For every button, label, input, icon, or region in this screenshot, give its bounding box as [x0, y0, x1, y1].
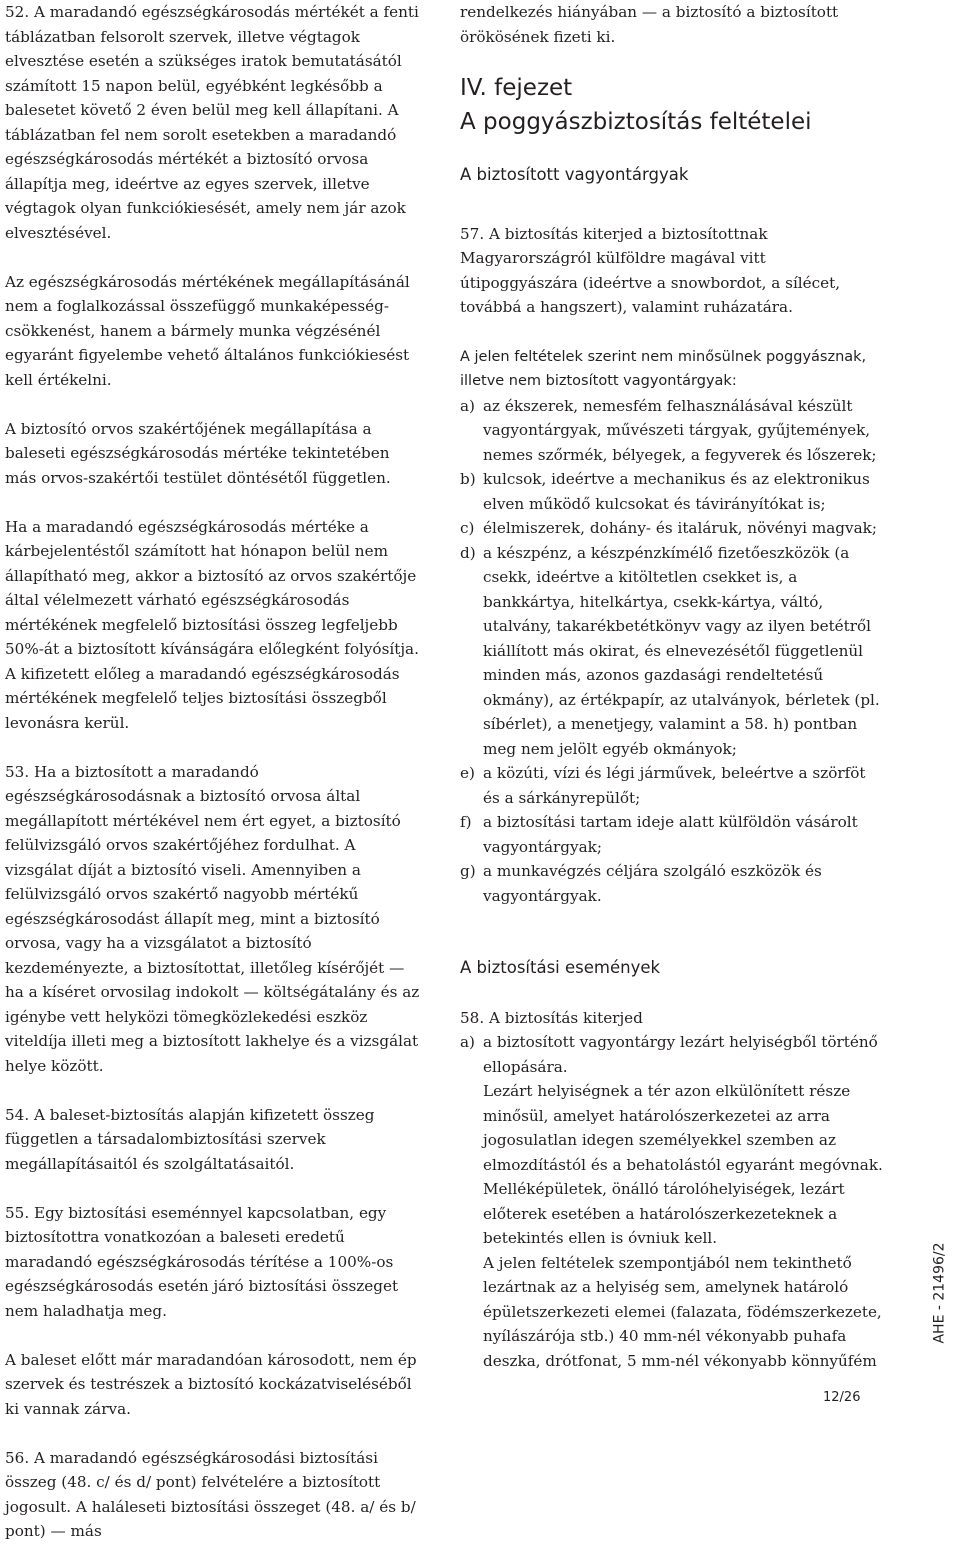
- section-heading-insured-events: A biztosítási események: [460, 958, 661, 977]
- exclusion-letter: e): [460, 764, 475, 782]
- paragraph-excluded-organs: A baleset előtt már maradandóan károsodott, nem ép szervek és testrészek a biztosító kockázatviseléséből ki vannak zárva.: [5, 1350, 417, 1418]
- exclusion-letter: c): [460, 519, 475, 537]
- exclusion-text: a készpénz, a készpénzkímélő fizetőeszközök (a csekk, ideértve a kitöltetlen csekket is, a bankkártya, hitelkártya, csekk-kártya, váltó, utalvány, takarékbetétkönyv vagy az ilyen betétről kiállított más okirat, és elnevezésétől függetlenül minden más, azonos gazdasági rendeltetésű okmány), az értékpapír, az utalványok, bérletek (pl. síbérlet), a menetjegy, valamint a 58. h) pontban meg nem jelölt egyéb okmányok;: [483, 543, 880, 758]
- exclusions-list: [460, 394, 885, 909]
- chapter-title: A poggyászbiztosítás feltételei: [460, 109, 812, 135]
- paragraph-advance: Ha a maradandó egészségkárosodás mértéke a kárbejelentéstől számított hat hónapon belül nem állapítható meg, akkor a biztosító az orvos szakértője által vélelmezett várható egészségkárosodás mértékének megfelelő biztosítási összeg legfeljebb 50%-át a biztosított kívánságára előlegként folyósítja. A kifizetett előleg a maradandó egészségkárosodás mértékének megfelelő teljes biztosítási összegből levonásra kerül.: [5, 517, 419, 732]
- exclusions-lead: [460, 345, 885, 394]
- exclusion-text: a munkavégzés céljára szolgáló eszközök és vagyontárgyak.: [483, 862, 822, 905]
- right-column: [460, 0, 885, 1373]
- event-item-text: a biztosított vagyontárgy lezárt helyiségből történő ellopására.: [483, 1033, 878, 1076]
- paragraph-continuation: rendelkezés hiányában — a biztosító a biztosított örökösének fizeti ki.: [460, 3, 839, 46]
- not-locked-note: A jelen feltételek szempontjából nem tekinthető lezártnak az a helyiség sem, amelynek határoló épületszerkezeti elemei (falazata, födémszerkezete, nyílászárója stb.) 40 mm-nél vékonyabb puhafa deszka, drótfonat, 5 mm-nél vékonyabb könnyűfém: [483, 1253, 882, 1370]
- exclusion-item: [460, 810, 885, 859]
- paragraph-assessment: Az egészségkárosodás mértékének megállapításánál nem a foglalkozással összefüggő munkaképesség-csökkenést, hanem a bármely munka végzésénél egyaránt figyelembe vehető általános funkciókiesést kell értékelni.: [5, 272, 410, 389]
- outbuilding-note: Melléképületek, önálló tárolóhelyiségek, lezárt előterek esetében a határolószerkezeteknek a betekintés ellen is óvniuk kell.: [483, 1180, 845, 1247]
- locked-room-definition: Lezárt helyiségnek a tér azon elkülönített része minősül, amelyet határolószerkezetei az arra jogosulatlan idegen személyekkel szemben az elmozdítástól és a behatolástól egyaránt megóvnak.: [483, 1082, 883, 1174]
- exclusion-item: [460, 467, 885, 516]
- exclusions-lead-line-1: A jelen feltételek szerint nem minősülnek poggyásznak,: [460, 348, 867, 365]
- exclusion-item: [460, 859, 885, 908]
- chapter-heading: [460, 71, 885, 139]
- event-item-a: [460, 1030, 885, 1079]
- exclusion-letter: d): [460, 543, 476, 562]
- left-column: [5, 0, 425, 1544]
- exclusion-item: [460, 516, 885, 541]
- exclusion-text: a biztosítási tartam ideje alatt külföldön vásárolt vagyontárgyak;: [483, 813, 858, 856]
- exclusion-letter: f): [460, 813, 472, 831]
- exclusion-item: [460, 541, 885, 762]
- paragraph-57: 57. A biztosítás kiterjed a biztosítottnak Magyarországról külföldre magával vitt útipoggyászára (ideértve a snowbordot, a sílécet, továbbá a hangszert), valamint ruházatára.: [460, 224, 841, 316]
- document-code: AHE - 21496/2: [931, 1242, 948, 1344]
- exclusions-lead-line-2: illetve nem biztosított vagyontárgyak:: [460, 373, 737, 389]
- exclusion-item: [460, 394, 885, 468]
- chapter-number: IV. fejezet: [460, 75, 573, 101]
- exclusion-text: kulcsok, ideértve a mechanikus és az elektronikus elven működő kulcsokat és távirányítókat is;: [483, 470, 870, 513]
- exclusion-letter: a): [460, 396, 475, 415]
- paragraph-58: 58. A biztosítás kiterjed: [460, 1008, 643, 1027]
- paragraph-56: 56. A maradandó egészségkárosodási biztosítási összeg (48. c/ és d/ pont) felvételére a biztosított jogosult. A haláleseti biztosítási összeget (48. a/ és b/ pont) — más: [5, 1448, 416, 1540]
- exclusion-letter: b): [460, 470, 476, 488]
- exclusion-text: a közúti, vízi és légi járművek, beleértve a szörföt és a sárkányrepülőt;: [483, 764, 866, 807]
- exclusion-text: az ékszerek, nemesfém felhasználásával készült vagyontárgyak, művészeti tárgyak, gyűjtemények, nemes szőrmék, bélyegek, a fegyverek és lőszerek;: [483, 396, 877, 464]
- page-number: 12/26: [823, 1390, 861, 1405]
- exclusion-letter: g): [460, 862, 476, 880]
- paragraph-55: 55. Egy biztosítási eseménnyel kapcsolatban, egy biztosítottra vonatkozóan a baleseti eredetű maradandó egészségkárosodás térítése a 100%-os egészségkárosodás esetén járó biztosítási összeget nem haladhatja meg.: [5, 1203, 399, 1320]
- event-item-letter: a): [460, 1033, 475, 1051]
- paragraph-expert: A biztosító orvos szakértőjének megállapítása a baleseti egészségkárosodás mértéke tekintetében más orvos-szakértői testület döntésétől független.: [5, 419, 391, 487]
- section-heading-insured-items: A biztosított vagyontárgyak: [460, 165, 689, 184]
- exclusion-item: [460, 761, 885, 810]
- paragraph-52: 52. A maradandó egészségkárosodás mértékét a fenti táblázatban felsorolt szervek, illetve végtagok elvesztése esetén a szükséges iratok bemutatásától számított 15 napon belül, egyébként legkésőbb a balesetet követő 2 éven belül meg kell állapítani. A táblázatban fel nem sorolt esetekben a maradandó egészségkárosodás mértékét a biztosító orvosa állapítja meg, ideértve az egyes szervek, illetve végtagok olyan funkciókiesését, amely nem jár azok elvesztésével.: [5, 3, 419, 242]
- paragraph-54: 54. A baleset-biztosítás alapján kifizetett összeg független a társadalombiztosítási szervek megállapításaitól és szolgáltatásaitól.: [5, 1105, 375, 1173]
- exclusion-text: élelmiszerek, dohány- és italáruk, növényi magvak;: [483, 519, 877, 537]
- paragraph-53: 53. Ha a biztosított a maradandó egészségkárosodásnak a biztosító orvosa által megállapított mértékével nem ért egyet, a biztosító felülvizsgáló orvos szakértőjéhez fordulhat. A vizsgálat díját a biztosító viseli. Amennyiben a felülvizsgáló orvos szakértő nagyobb mértékű egészségkárosodást állapít meg, mint a biztosító orvosa, vagy ha a vizsgálatot a biztosító kezdeményezte, a biztosítottat, illetőleg kísérőjét — ha a kíséret orvosilag indokolt — költségátalány és az igénybe vett helyközi tömegközlekedési eszköz viteldíja illeti meg a biztosított lakhelye és a vizsgálat helye között.: [5, 762, 420, 1075]
